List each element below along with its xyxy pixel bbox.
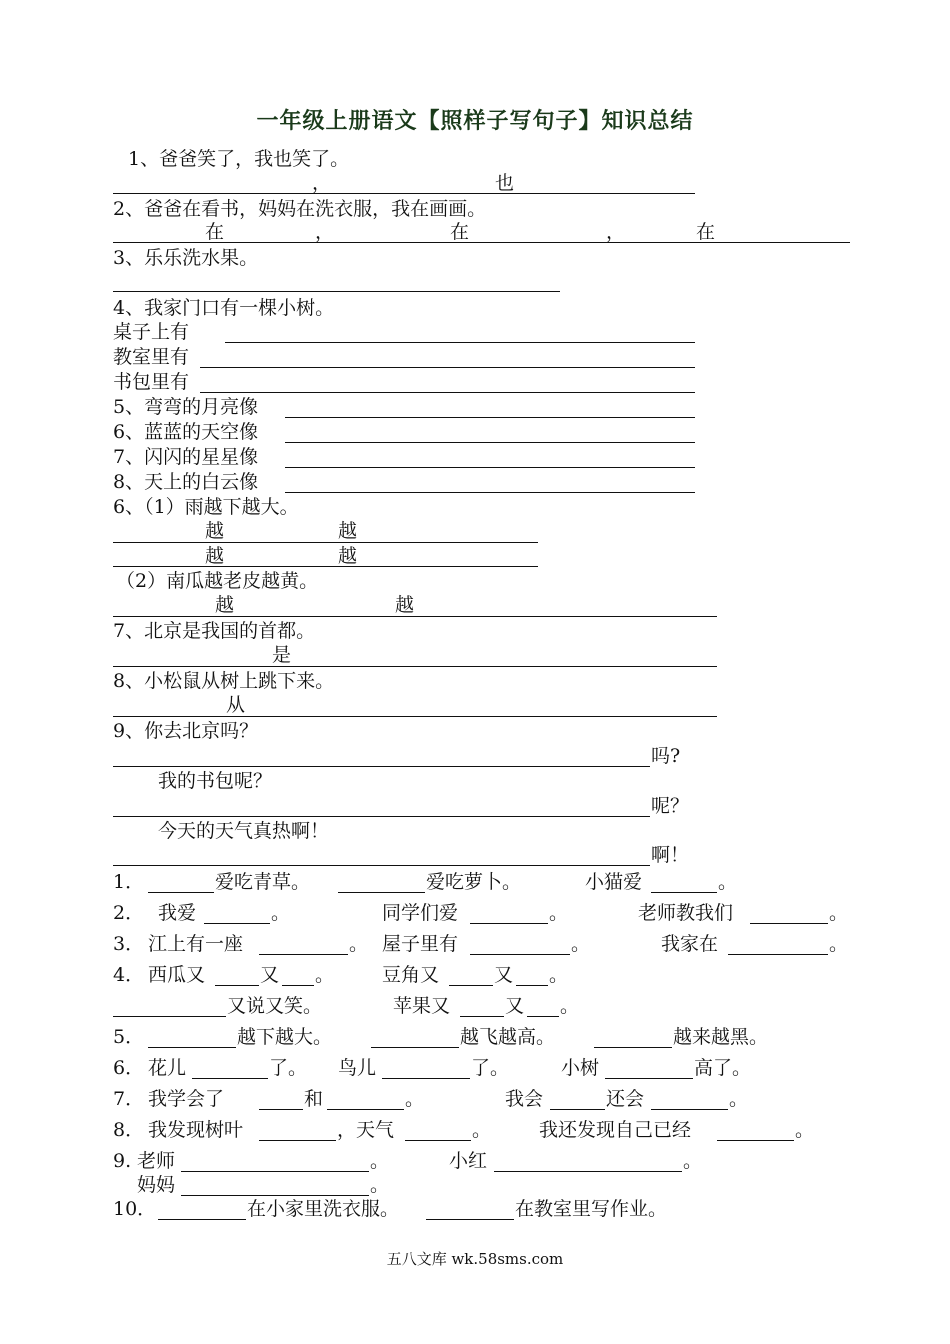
s7-number: 7． (113, 1088, 145, 1110)
s3-b: 屋子里有 (382, 933, 459, 955)
s7-b: 我会 (505, 1088, 544, 1110)
s4-a: 西瓜又 (148, 964, 206, 986)
s9-a: 老师 (137, 1150, 176, 1172)
q7b-line[interactable] (113, 666, 717, 667)
q7b-prompt: 7、北京是我国的首都。 (113, 620, 316, 642)
s7-blank-2[interactable] (327, 1109, 404, 1110)
s8-a: 我发现树叶 (148, 1119, 244, 1141)
q2-comma-2: ， (606, 221, 626, 243)
q2-zai-3: 在 (696, 221, 716, 243)
s10-blank-1[interactable] (158, 1219, 246, 1220)
q9-prompt: 9、你去北京吗？ (113, 720, 259, 742)
s7-blank-3[interactable] (550, 1109, 605, 1110)
s2-blank-2[interactable] (470, 923, 548, 924)
s6-blank-1[interactable] (192, 1078, 268, 1079)
q7-label: 7、闪闪的星星像 (113, 446, 259, 468)
q9-line-3[interactable] (113, 865, 650, 866)
s3-c: 我家在 (661, 933, 719, 955)
s10-blank-2[interactable] (426, 1219, 514, 1220)
q2-comma-1: ， (315, 221, 335, 243)
s2-end-3: 。 (829, 902, 849, 924)
s4-end-1: 。 (315, 964, 335, 986)
s2-a: 我爱 (158, 902, 197, 924)
s3-end-3: 。 (829, 933, 849, 955)
q9-line-2[interactable] (113, 816, 650, 817)
q8-label: 8、天上的白云像 (113, 471, 259, 493)
q6b-yue-4: 越 (338, 545, 358, 567)
s1-blank-1[interactable] (148, 892, 214, 893)
s2-end-2: 。 (549, 902, 569, 924)
q6b-prompt: 6、（1）雨越下越大。 (113, 496, 299, 518)
s5-a: 越下越大。 (237, 1026, 333, 1048)
s1-blank-2[interactable] (338, 892, 425, 893)
q7-line[interactable] (285, 467, 695, 468)
q9-a: 啊！ (651, 844, 690, 866)
s1-blank-3[interactable] (651, 892, 717, 893)
s6-a: 花儿 (148, 1057, 187, 1079)
s4-you-1: 又 (260, 964, 280, 986)
q4-a-label: 桌子上有 (113, 321, 190, 343)
q6b-line-1[interactable] (113, 542, 538, 543)
s1-end: 。 (718, 871, 738, 893)
q4-b-line[interactable] (200, 367, 695, 368)
s1-a: 爱吃青草。 (215, 871, 311, 893)
s3-blank-2[interactable] (470, 954, 570, 955)
q7b-shi: 是 (272, 644, 292, 666)
s6-le-2: 了。 (471, 1057, 510, 1079)
s1-number: 1． (113, 871, 145, 893)
s3-a: 江上有一座 (148, 933, 244, 955)
q9-ne: 呢？ (651, 795, 690, 817)
s9-b: 小红 (449, 1150, 488, 1172)
s9-c: 妈妈 (137, 1174, 176, 1196)
q6-label: 6、蓝蓝的天空像 (113, 421, 259, 443)
page-title: 一年级上册语文【照样子写句子】知识总结 (256, 109, 694, 134)
s2-end-1: 。 (271, 902, 291, 924)
s3-number: 3． (113, 933, 145, 955)
q9-line-1[interactable] (113, 766, 650, 767)
s4-blank-2[interactable] (282, 985, 314, 986)
s5-b: 越飞越高。 (460, 1026, 556, 1048)
q1-prompt: 1、爸爸笑了，我也笑了。 (128, 148, 350, 170)
q8b-line[interactable] (113, 716, 717, 717)
s8-blank-2[interactable] (405, 1140, 471, 1141)
q6-line[interactable] (285, 442, 695, 443)
q6b-yue-3: 越 (205, 545, 225, 567)
s9-end-1: 。 (370, 1150, 390, 1172)
q1-ye: 也 (495, 172, 515, 194)
s2-number: 2． (113, 902, 145, 924)
s8-blank-1[interactable] (259, 1140, 336, 1141)
q6b-yue-2: 越 (338, 520, 358, 542)
s8-end-2: 。 (795, 1119, 815, 1141)
s1-c: 小猫爱 (585, 871, 643, 893)
s8-b: ，天气 (337, 1119, 395, 1141)
s4-end-2: 。 (549, 964, 569, 986)
s5-blank-2[interactable] (371, 1047, 459, 1048)
q1-comma: ， (312, 172, 332, 194)
s4-number: 4． (113, 964, 145, 986)
q1-answer-line[interactable] (113, 193, 695, 194)
q8-line[interactable] (285, 492, 695, 493)
q3-answer-line[interactable] (113, 291, 560, 292)
s6-blank-2[interactable] (382, 1078, 470, 1079)
q4-c-line[interactable] (200, 392, 695, 393)
s6-number: 6． (113, 1057, 145, 1079)
q2-prompt: 2、爸爸在看书，妈妈在洗衣服，我在画画。 (113, 198, 487, 220)
s10-number: 10． (113, 1198, 157, 1220)
q2-zai-1: 在 (205, 221, 225, 243)
s5-c: 越来越黑。 (673, 1026, 769, 1048)
s7-c: 还会 (606, 1088, 645, 1110)
s5-blank-1[interactable] (148, 1047, 236, 1048)
s4-end-3: 。 (560, 995, 580, 1017)
s4-b: 豆角又 (382, 964, 440, 986)
s7-blank-4[interactable] (651, 1109, 728, 1110)
s4-blank-6[interactable] (460, 1016, 504, 1017)
q5-line[interactable] (285, 417, 695, 418)
s4-blank-5[interactable] (113, 1016, 226, 1017)
s6-le-1: 了。 (269, 1057, 308, 1079)
s9-end-2: 。 (683, 1150, 703, 1172)
s4-you-2: 又 (494, 964, 514, 986)
s8-blank-3[interactable] (717, 1140, 794, 1141)
s6-c: 小树 (561, 1057, 600, 1079)
q6b-line-3[interactable] (113, 616, 717, 617)
q4-b-label: 教室里有 (113, 346, 190, 368)
s7-blank-1[interactable] (259, 1109, 303, 1110)
q6b-yue-6: 越 (395, 594, 415, 616)
footer-watermark[interactable]: 五八文库 wk.58sms.com (386, 1250, 564, 1268)
s5-blank-3[interactable] (594, 1047, 672, 1048)
s4-blank-1[interactable] (215, 985, 259, 986)
s9-blank-2[interactable] (494, 1171, 682, 1172)
s7-end-1: 。 (405, 1088, 425, 1110)
s1-b: 爱吃萝卜。 (426, 871, 522, 893)
s6-b: 鸟儿 (338, 1057, 377, 1079)
s9-number: 9. (113, 1150, 132, 1172)
q2-zai-2: 在 (450, 221, 470, 243)
s8-c: 我还发现自己已经 (539, 1119, 692, 1141)
q4-a-line[interactable] (225, 342, 695, 343)
s9-end-3: 。 (370, 1174, 390, 1196)
s4-c: 又说又笑。 (227, 995, 323, 1017)
s4-d: 苹果又 (393, 995, 451, 1017)
s3-blank-1[interactable] (259, 954, 348, 955)
s8-number: 8． (113, 1119, 145, 1141)
s2-blank-3[interactable] (750, 923, 828, 924)
s2-blank-1[interactable] (204, 923, 270, 924)
s9-blank-3[interactable] (181, 1195, 369, 1196)
q8b-cong: 从 (226, 694, 246, 716)
s3-end-2: 。 (571, 933, 591, 955)
q6b-line-2[interactable] (113, 566, 538, 567)
s7-end-2: 。 (729, 1088, 749, 1110)
q9-prompt-3: 今天的天气真热啊！ (158, 820, 330, 842)
s4-blank-3[interactable] (449, 985, 493, 986)
s2-b: 同学们爱 (382, 902, 459, 924)
q4-prompt: 4、我家门口有一棵小树。 (113, 297, 335, 319)
s6-d: 高了。 (694, 1057, 752, 1079)
s8-end-1: 。 (472, 1119, 492, 1141)
s7-a: 我学会了 (148, 1088, 225, 1110)
q4-c-label: 书包里有 (113, 371, 190, 393)
s5-number: 5． (113, 1026, 145, 1048)
q5-label: 5、弯弯的月亮像 (113, 396, 259, 418)
s7-he: 和 (304, 1088, 324, 1110)
s2-c: 老师教我们 (638, 902, 734, 924)
q8b-prompt: 8、小松鼠从树上跳下来。 (113, 670, 335, 692)
q6b-prompt-2: （2）南瓜越老皮越黄。 (116, 570, 319, 592)
s10-b: 在教室里写作业。 (515, 1198, 668, 1220)
q9-ma: 吗? (651, 745, 681, 767)
s4-you-3: 又 (505, 995, 525, 1017)
q6b-yue-1: 越 (205, 520, 225, 542)
s9-blank-1[interactable] (181, 1171, 369, 1172)
s10-a: 在小家里洗衣服。 (247, 1198, 400, 1220)
s3-end-1: 。 (349, 933, 369, 955)
s3-blank-3[interactable] (728, 954, 828, 955)
q9-prompt-2: 我的书包呢？ (158, 770, 273, 792)
q3-prompt: 3、乐乐洗水果。 (113, 247, 259, 269)
s6-blank-3[interactable] (605, 1078, 693, 1079)
q6b-yue-5: 越 (215, 594, 235, 616)
s4-blank-7[interactable] (527, 1016, 559, 1017)
s4-blank-4[interactable] (516, 985, 548, 986)
